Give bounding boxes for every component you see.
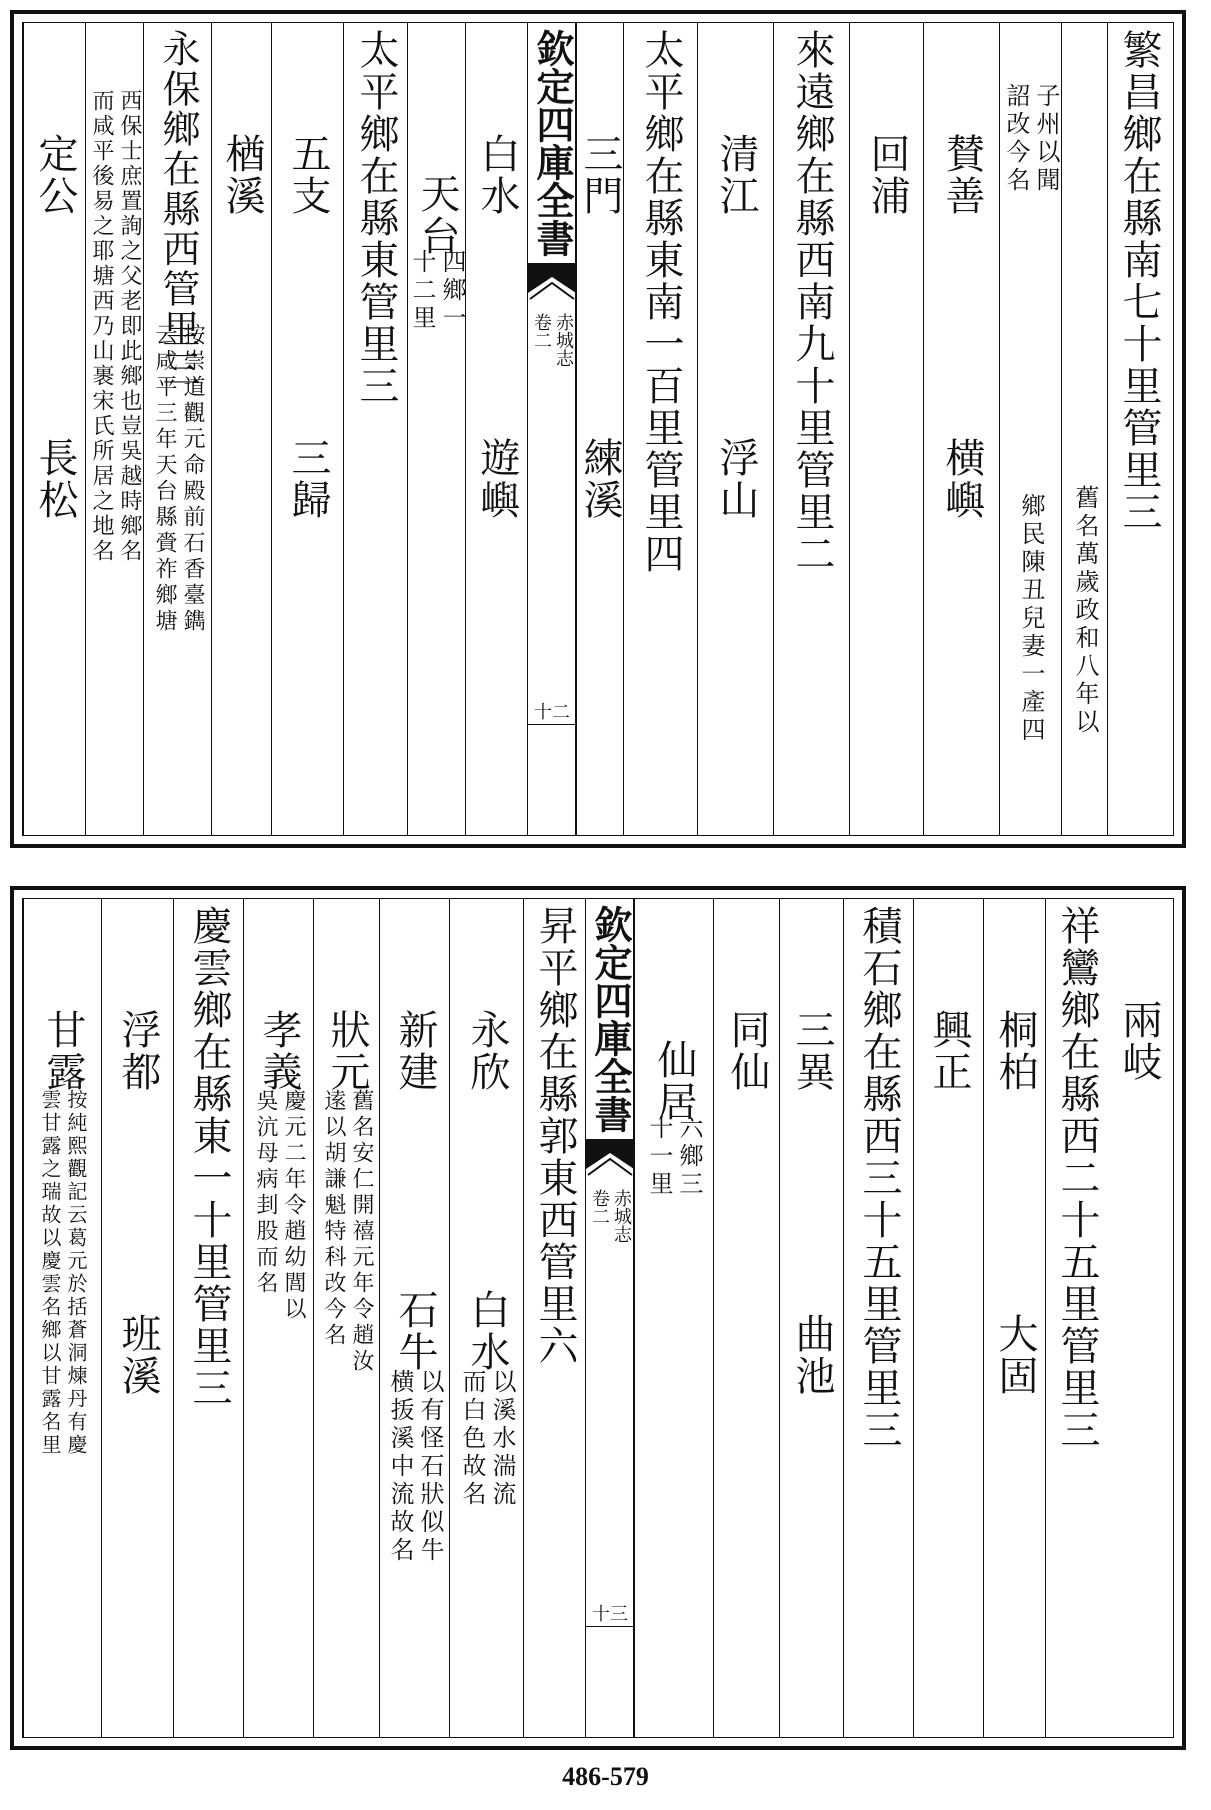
top-col-7 <box>623 23 698 835</box>
top-col-1 <box>1107 23 1171 835</box>
top-col-6-a: 清江 <box>713 133 759 217</box>
upper-page <box>10 10 1186 848</box>
top-col-13-a: 楢溪 <box>219 133 265 217</box>
bottom-col-6-a: 三異 <box>789 1009 835 1093</box>
bottom-col-12-note-a: 舊名安仁開禧元年令趙汝 <box>349 1089 374 1375</box>
top-col-3-b: 横嶼 <box>939 437 985 521</box>
bottom-col-13-a: 孝義 <box>256 1009 302 1093</box>
top-col-2-note-b: 詔改今名 <box>1002 83 1030 195</box>
bottom-col-13-note-b: 吳沆母病刲股而名 <box>253 1089 278 1297</box>
top-work-title: 赤城志 <box>553 313 574 367</box>
top-col-8-b: 練溪 <box>577 437 623 521</box>
top-col-10-note-b: 十二里 <box>408 249 436 333</box>
bottom-col-11-note-b: 横㧞溪中流故名 <box>386 1369 414 1565</box>
top-col-16-a: 定公 <box>32 133 78 217</box>
top-col-2-note-a: 子州以聞 <box>1032 83 1060 195</box>
top-col-7-main: 太平鄉在縣東南一百里管里四 <box>638 29 684 575</box>
bottom-col-12-note-b: 逺以胡謙魁特科改今名 <box>321 1089 346 1349</box>
bottom-col-15 <box>101 899 174 1737</box>
top-col-11-main: 太平鄉在縣東管里三 <box>353 29 399 407</box>
bottom-col-3-a: 桐柏 <box>992 1009 1038 1093</box>
top-col-16-b: 長松 <box>32 437 78 521</box>
bottom-col-6 <box>779 899 844 1737</box>
bottom-col-9-main: 昇平鄉在縣郭東西管里六 <box>532 905 578 1367</box>
upper-page-frame <box>22 22 1174 836</box>
bottom-col-3 <box>983 899 1046 1737</box>
top-col-3 <box>923 23 1000 835</box>
top-volume: 卷二 <box>531 313 552 349</box>
bottom-col-16-a: 甘露 <box>40 1009 86 1093</box>
bottom-col-8-note-a: 六鄉三 <box>675 1115 703 1199</box>
top-col-4 <box>849 23 924 835</box>
fishtail-ornament-icon <box>528 263 576 303</box>
bottom-col-9 <box>523 899 586 1737</box>
fishtail-ornament-icon <box>586 1139 634 1179</box>
bottom-col-15-a: 浮都 <box>115 1009 161 1093</box>
top-col-12-b: 三歸 <box>285 437 331 521</box>
top-col-9-a: 白水 <box>474 133 520 217</box>
top-col-15-note-a: 西保士庶置詢之父老即此鄉也豈吳越時鄉名 <box>117 89 142 564</box>
bottom-col-15-b: 班溪 <box>115 1313 161 1397</box>
bottom-col-6-b: 曲池 <box>789 1313 835 1397</box>
bottom-col-7 <box>713 899 780 1737</box>
top-col-4-a: 回浦 <box>864 133 910 217</box>
bottom-folio: 十三 <box>586 1600 634 1627</box>
bottom-col-11-a: 新建 <box>392 1009 438 1093</box>
top-col-14 <box>143 23 212 835</box>
top-col-15 <box>85 23 144 835</box>
top-folio: 十二 <box>528 698 576 725</box>
bottom-col-16-note-b: 雲甘露之瑞故以慶雲名鄉以甘露名里 <box>38 1089 62 1457</box>
bottom-col-1-a: 兩岐 <box>1116 999 1162 1083</box>
top-col-5 <box>773 23 850 835</box>
top-col-10-note-a: 四鄉一 <box>438 249 466 333</box>
top-col-10-a: 天台 <box>414 173 460 257</box>
top-col-14-note: 按崇道觀元命殿前石香臺鐫 <box>180 323 205 635</box>
bottom-col-14 <box>173 899 244 1737</box>
bottom-work-title: 赤城志 <box>611 1189 632 1243</box>
bottom-col-12 <box>313 899 380 1737</box>
top-col-9 <box>465 23 528 835</box>
top-col-14-main: 永保鄉在縣西管里三 <box>156 29 200 389</box>
bottom-col-1 <box>1107 899 1171 1737</box>
top-center-band <box>527 23 577 835</box>
bottom-col-7-a: 同仙 <box>724 1009 770 1093</box>
bottom-col-16 <box>23 899 102 1737</box>
bottom-col-5 <box>843 899 914 1737</box>
bottom-col-8-a: 仙居 <box>651 1039 697 1123</box>
top-col-8-a: 三門 <box>577 133 623 217</box>
top-col-1-note-text: 舊名萬歲政和八年以 <box>1071 485 1099 737</box>
bottom-col-4 <box>913 899 984 1737</box>
bottom-center-band <box>585 899 635 1737</box>
top-col-15-note-b: 而咸平後易之耶塘西乃山裹宋氏所居之地名 <box>89 89 114 564</box>
top-col-2 <box>999 23 1062 835</box>
bottom-col-2 <box>1045 899 1108 1737</box>
bottom-col-13-note-a: 慶元二年令趙幼閭以 <box>281 1089 306 1323</box>
top-col-14-note-b: 云咸平三年天台縣賫祚鄉塘 <box>152 323 177 635</box>
bottom-col-10-note-a: 以溪水湍流 <box>488 1369 516 1509</box>
bottom-col-3-b: 大固 <box>992 1313 1038 1397</box>
top-col-9-b: 遊嶼 <box>474 437 520 521</box>
bottom-col-4-a: 興正 <box>926 1009 972 1093</box>
bottom-col-12-a: 狀元 <box>324 1009 370 1093</box>
bottom-col-10 <box>449 899 524 1737</box>
top-col-8 <box>575 23 624 835</box>
top-col-1-main: 繁昌鄉在縣南七十里管里三 <box>1116 29 1162 533</box>
bottom-col-10-a: 永欣 <box>464 1009 510 1093</box>
top-col-13 <box>211 23 272 835</box>
bottom-col-5-main: 積石鄉在縣西三十五里管里三 <box>856 905 902 1451</box>
top-col-11 <box>343 23 408 835</box>
page-number: 486-579 <box>562 1762 649 1791</box>
top-col-12-a: 五支 <box>285 133 331 217</box>
bottom-col-13 <box>243 899 314 1737</box>
bottom-col-16-note-a: 按純熙觀記云葛元於括蒼洞煉丹有慶 <box>64 1089 88 1457</box>
bottom-volume: 卷二 <box>589 1189 610 1225</box>
top-col-6-b: 浮山 <box>713 437 759 521</box>
lower-page-frame <box>22 898 1174 1738</box>
bottom-col-10-b: 白水 <box>464 1289 510 1373</box>
bottom-col-11 <box>379 899 450 1737</box>
bottom-col-14-main: 慶雲鄉在縣東一十里管里三 <box>186 905 232 1409</box>
top-col-5-main: 來遠鄉在縣西南九十里管里二 <box>789 29 835 575</box>
lower-page <box>10 886 1186 1750</box>
bottom-col-8-note-b: 十一里 <box>645 1115 673 1199</box>
top-col-3-a: 賛善 <box>939 133 985 217</box>
bottom-col-2-main: 祥鸞鄉在縣西二十五里管里三 <box>1054 905 1100 1451</box>
top-col-16 <box>23 23 86 835</box>
top-col-2-note-c: 鄉民陳丑兒妻一產四 <box>1017 493 1045 745</box>
bottom-book-title: 欽定四庫全書 <box>588 905 633 1133</box>
top-col-6 <box>697 23 774 835</box>
bottom-col-11-note-a: 以有怪石狀似牛 <box>416 1369 444 1565</box>
top-col-12 <box>271 23 344 835</box>
bottom-col-11-b: 石牛 <box>392 1289 438 1373</box>
bottom-col-10-note-b: 而白色故名 <box>458 1369 486 1509</box>
bottom-col-8 <box>633 899 714 1737</box>
top-col-10 <box>407 23 466 835</box>
top-book-title: 欽定四庫全書 <box>530 29 575 257</box>
top-col-1-note <box>1061 23 1108 835</box>
